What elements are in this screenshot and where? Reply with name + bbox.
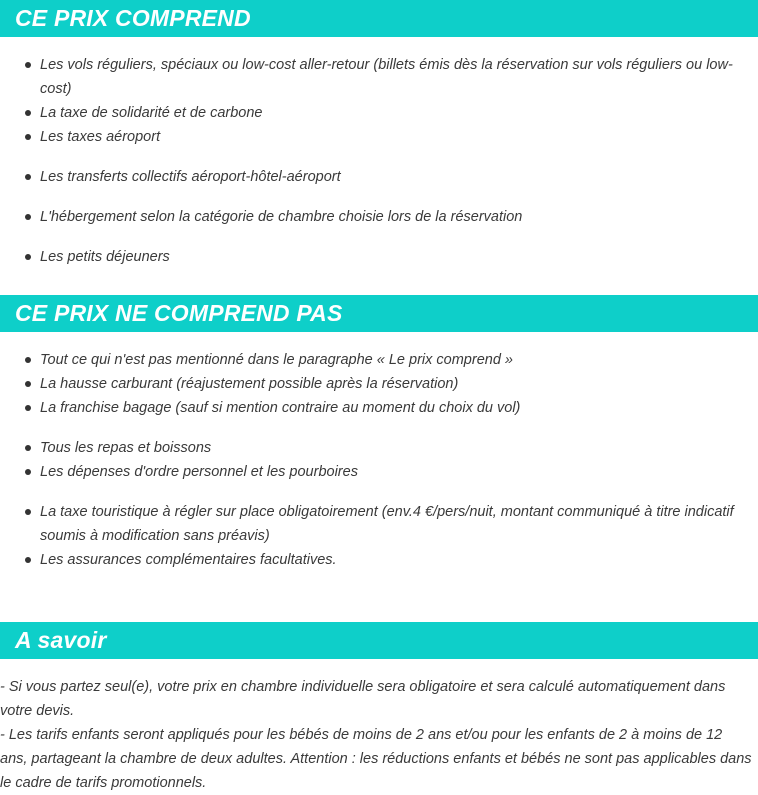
info-paragraph: - Les tarifs enfants seront appliqués pour les bébés de moins de 2 ans et/ou pour les enfants de 2 à moins de 12 ans, partageant la chambre de deux adultes. Attention : les réductions enfants et bébés ne sont pas applicables dans le cadre de tarifs promotionnels. — [0, 727, 752, 791]
good-to-know-header — [0, 622, 758, 659]
list-item: Les taxes aéroport — [0, 125, 758, 149]
good-to-know-text — [0, 675, 758, 795]
list-item: Tous les repas et boissons — [0, 436, 758, 460]
bullet-icon — [25, 509, 31, 515]
list-item: La franchise bagage (sauf si mention contraire au moment du choix du vol) — [0, 396, 758, 420]
price-excludes-title: CE PRIX NE COMPREND PAS — [15, 300, 343, 326]
good-to-know-section — [0, 622, 758, 795]
bullet-icon — [25, 381, 31, 387]
price-includes-section — [0, 0, 758, 269]
list-item: Les petits déjeuners — [0, 245, 758, 269]
list-item: L'hébergement selon la catégorie de chambre choisie lors de la réservation — [0, 205, 758, 229]
price-includes-list — [0, 53, 758, 269]
price-includes-header — [0, 0, 758, 37]
list-item: La taxe touristique à régler sur place obligatoirement (env.4 €/pers/nuit, montant communiqué à titre indicatif soumis à modification sans préavis) — [0, 500, 758, 548]
bullet-icon — [25, 134, 31, 140]
bullet-icon — [25, 254, 31, 260]
bullet-icon — [25, 357, 31, 363]
info-paragraph: - Si vous partez seul(e), votre prix en chambre individuelle sera obligatoire et sera calculé automatiquement dans votre devis. — [0, 679, 726, 719]
bullet-icon — [25, 557, 31, 563]
list-item: Les dépenses d'ordre personnel et les pourboires — [0, 460, 758, 484]
list-item: Les transferts collectifs aéroport-hôtel-aéroport — [0, 165, 758, 189]
price-excludes-header — [0, 295, 758, 332]
bullet-icon — [25, 62, 31, 68]
bullet-icon — [25, 405, 31, 411]
list-item: Les vols réguliers, spéciaux ou low-cost aller-retour (billets émis dès la réservation sur vols réguliers ou low-cost) — [0, 53, 758, 101]
good-to-know-title: A savoir — [15, 627, 107, 653]
price-excludes-section — [0, 295, 758, 572]
bullet-icon — [25, 174, 31, 180]
bullet-icon — [25, 469, 31, 475]
price-excludes-list — [0, 348, 758, 572]
price-includes-title: CE PRIX COMPREND — [15, 5, 251, 31]
list-item: La taxe de solidarité et de carbone — [0, 101, 758, 125]
list-item: Tout ce qui n'est pas mentionné dans le paragraphe « Le prix comprend » — [0, 348, 758, 372]
bullet-icon — [25, 445, 31, 451]
bullet-icon — [25, 214, 31, 220]
list-item: Les assurances complémentaires facultatives. — [0, 548, 758, 572]
bullet-icon — [25, 110, 31, 116]
list-item: La hausse carburant (réajustement possible après la réservation) — [0, 372, 758, 396]
